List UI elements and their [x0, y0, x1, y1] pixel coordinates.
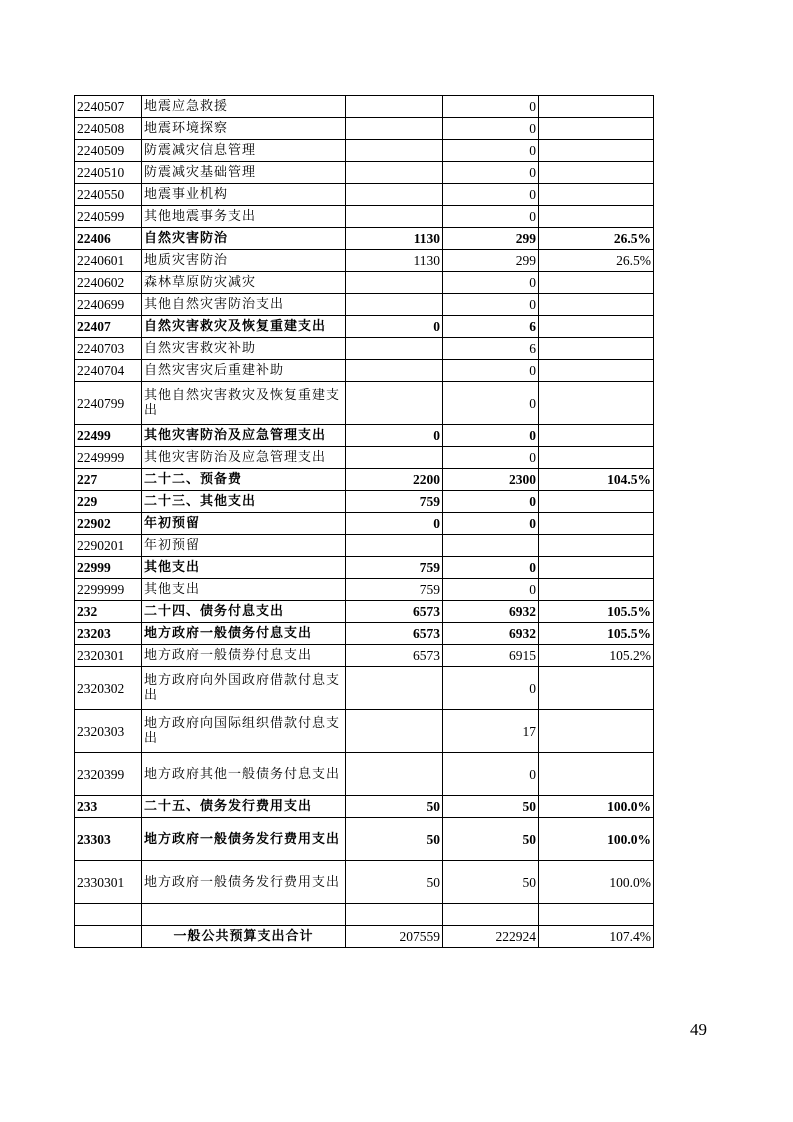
- percent-cell: 100.0%: [539, 796, 654, 818]
- actual-cell: 6: [443, 316, 539, 338]
- code-cell: 2320301: [75, 645, 142, 667]
- table-row: [75, 645, 654, 667]
- actual-cell: 0: [443, 140, 539, 162]
- actual-cell: 299: [443, 228, 539, 250]
- name-cell: 地方政府向国际组织借款付息支出: [142, 710, 346, 753]
- table-row: [75, 710, 654, 753]
- table-row: [75, 469, 654, 491]
- percent-cell: [539, 535, 654, 557]
- percent-cell: [539, 338, 654, 360]
- table-row: [75, 96, 654, 118]
- percent-cell: 26.5%: [539, 228, 654, 250]
- percent-cell: 100.0%: [539, 818, 654, 861]
- name-cell: 其他支出: [142, 579, 346, 601]
- actual-cell: 0: [443, 491, 539, 513]
- page-number: 49: [690, 1020, 707, 1039]
- percent-cell: 105.5%: [539, 601, 654, 623]
- budget-cell: 6573: [346, 645, 443, 667]
- actual-cell: 0: [443, 162, 539, 184]
- code-cell: 22999: [75, 557, 142, 579]
- percent-cell: 105.5%: [539, 623, 654, 645]
- name-cell: 地方政府一般债务付息支出: [142, 623, 346, 645]
- name-cell: 年初预留: [142, 535, 346, 557]
- table-row: [75, 535, 654, 557]
- budget-cell: 50: [346, 818, 443, 861]
- code-cell: 2240704: [75, 360, 142, 382]
- table-row: [75, 753, 654, 796]
- percent-cell: 26.5%: [539, 250, 654, 272]
- code-cell: 2240550: [75, 184, 142, 206]
- budget-cell: 50: [346, 861, 443, 904]
- name-cell: 其他自然灾害救灾及恢复重建支出: [142, 382, 346, 425]
- code-cell: 2320303: [75, 710, 142, 753]
- budget-cell: 759: [346, 579, 443, 601]
- total-actual-cell: 222924: [443, 926, 539, 948]
- percent-cell: [539, 513, 654, 535]
- code-cell: 22902: [75, 513, 142, 535]
- budget-expenditure-table: [74, 95, 654, 948]
- table-row: [75, 818, 654, 861]
- percent-cell: [539, 96, 654, 118]
- name-cell: 二十三、其他支出: [142, 491, 346, 513]
- actual-cell: 0: [443, 513, 539, 535]
- budget-cell: [346, 447, 443, 469]
- name-cell: 二十二、预备费: [142, 469, 346, 491]
- name-cell: 地方政府一般债务发行费用支出: [142, 818, 346, 861]
- budget-cell: [346, 667, 443, 710]
- percent-cell: [539, 162, 654, 184]
- actual-cell: 0: [443, 425, 539, 447]
- code-cell: 22499: [75, 425, 142, 447]
- actual-cell: 0: [443, 206, 539, 228]
- table-row: [75, 796, 654, 818]
- actual-cell: [443, 904, 539, 926]
- code-cell: [75, 904, 142, 926]
- percent-cell: 104.5%: [539, 469, 654, 491]
- budget-cell: 0: [346, 513, 443, 535]
- budget-cell: [346, 184, 443, 206]
- actual-cell: 50: [443, 796, 539, 818]
- name-cell: 地方政府一般债务发行费用支出: [142, 861, 346, 904]
- code-cell: 227: [75, 469, 142, 491]
- actual-cell: 0: [443, 579, 539, 601]
- name-cell: 其他支出: [142, 557, 346, 579]
- percent-cell: [539, 294, 654, 316]
- code-cell: 2240509: [75, 140, 142, 162]
- budget-cell: [346, 753, 443, 796]
- percent-cell: [539, 447, 654, 469]
- budget-cell: [346, 206, 443, 228]
- budget-cell: 0: [346, 425, 443, 447]
- table-row: [75, 206, 654, 228]
- name-cell: 地方政府向外国政府借款付息支出: [142, 667, 346, 710]
- actual-cell: 6932: [443, 623, 539, 645]
- table-row: [75, 623, 654, 645]
- percent-cell: 100.0%: [539, 861, 654, 904]
- budget-cell: [346, 338, 443, 360]
- name-cell: 其他灾害防治及应急管理支出: [142, 425, 346, 447]
- code-cell: 2240599: [75, 206, 142, 228]
- percent-cell: [539, 184, 654, 206]
- actual-cell: 0: [443, 118, 539, 140]
- percent-cell: [539, 904, 654, 926]
- actual-cell: [443, 535, 539, 557]
- actual-cell: 0: [443, 272, 539, 294]
- code-cell: 233: [75, 796, 142, 818]
- name-cell: 自然灾害救灾及恢复重建支出: [142, 316, 346, 338]
- budget-cell: 6573: [346, 623, 443, 645]
- actual-cell: 0: [443, 294, 539, 316]
- budget-cell: [346, 294, 443, 316]
- name-cell: 地方政府其他一般债务付息支出: [142, 753, 346, 796]
- table-row: [75, 557, 654, 579]
- budget-cell: [346, 140, 443, 162]
- percent-cell: [539, 360, 654, 382]
- table-row: [75, 904, 654, 926]
- table-row: [75, 601, 654, 623]
- actual-cell: 0: [443, 184, 539, 206]
- code-cell: 232: [75, 601, 142, 623]
- name-cell: 其他地震事务支出: [142, 206, 346, 228]
- actual-cell: 6: [443, 338, 539, 360]
- code-cell: 2240703: [75, 338, 142, 360]
- total-percent-cell: 107.4%: [539, 926, 654, 948]
- code-cell: 2240507: [75, 96, 142, 118]
- actual-cell: 50: [443, 861, 539, 904]
- name-cell: 地震应急救援: [142, 96, 346, 118]
- code-cell: 229: [75, 491, 142, 513]
- table-row: [75, 316, 654, 338]
- name-cell: 二十五、债务发行费用支出: [142, 796, 346, 818]
- percent-cell: [539, 557, 654, 579]
- table-row: [75, 118, 654, 140]
- name-cell: 防震减灾基础管理: [142, 162, 346, 184]
- percent-cell: [539, 272, 654, 294]
- total-code-cell: [75, 926, 142, 948]
- budget-cell: [346, 162, 443, 184]
- name-cell: 自然灾害灾后重建补助: [142, 360, 346, 382]
- name-cell: 二十四、债务付息支出: [142, 601, 346, 623]
- table-row: [75, 228, 654, 250]
- code-cell: 2240602: [75, 272, 142, 294]
- actual-cell: 17: [443, 710, 539, 753]
- total-row: [75, 926, 654, 948]
- table-row: [75, 140, 654, 162]
- budget-cell: [346, 710, 443, 753]
- name-cell: 地震事业机构: [142, 184, 346, 206]
- table-row: [75, 491, 654, 513]
- percent-cell: [539, 710, 654, 753]
- code-cell: 2240799: [75, 382, 142, 425]
- name-cell: 自然灾害防治: [142, 228, 346, 250]
- percent-cell: [539, 316, 654, 338]
- table-row: [75, 360, 654, 382]
- percent-cell: 105.2%: [539, 645, 654, 667]
- table-row: [75, 338, 654, 360]
- name-cell: [142, 904, 346, 926]
- budget-cell: 2200: [346, 469, 443, 491]
- code-cell: 2240508: [75, 118, 142, 140]
- name-cell: 自然灾害救灾补助: [142, 338, 346, 360]
- table-row: [75, 447, 654, 469]
- name-cell: 地方政府一般债券付息支出: [142, 645, 346, 667]
- budget-cell: [346, 272, 443, 294]
- actual-cell: 0: [443, 557, 539, 579]
- percent-cell: [539, 140, 654, 162]
- actual-cell: 0: [443, 96, 539, 118]
- table-row: [75, 162, 654, 184]
- name-cell: 其他自然灾害防治支出: [142, 294, 346, 316]
- budget-cell: 0: [346, 316, 443, 338]
- percent-cell: [539, 579, 654, 601]
- budget-cell: [346, 382, 443, 425]
- actual-cell: 0: [443, 447, 539, 469]
- code-cell: 2240510: [75, 162, 142, 184]
- code-cell: 2240601: [75, 250, 142, 272]
- actual-cell: 2300: [443, 469, 539, 491]
- actual-cell: 50: [443, 818, 539, 861]
- name-cell: 地震环境探察: [142, 118, 346, 140]
- percent-cell: [539, 382, 654, 425]
- table-row: [75, 184, 654, 206]
- code-cell: 23303: [75, 818, 142, 861]
- table-row: [75, 272, 654, 294]
- table-row: [75, 667, 654, 710]
- budget-cell: [346, 360, 443, 382]
- percent-cell: [539, 753, 654, 796]
- percent-cell: [539, 206, 654, 228]
- table-row: [75, 382, 654, 425]
- actual-cell: 299: [443, 250, 539, 272]
- code-cell: 2240699: [75, 294, 142, 316]
- budget-cell: [346, 904, 443, 926]
- name-cell: 其他灾害防治及应急管理支出: [142, 447, 346, 469]
- table-row: [75, 294, 654, 316]
- code-cell: 22407: [75, 316, 142, 338]
- budget-cell: 6573: [346, 601, 443, 623]
- code-cell: 23203: [75, 623, 142, 645]
- code-cell: 2330301: [75, 861, 142, 904]
- budget-cell: [346, 96, 443, 118]
- budget-cell: 759: [346, 491, 443, 513]
- code-cell: 2299999: [75, 579, 142, 601]
- budget-cell: 1130: [346, 250, 443, 272]
- table-row: [75, 250, 654, 272]
- actual-cell: 6932: [443, 601, 539, 623]
- name-cell: 地质灾害防治: [142, 250, 346, 272]
- budget-cell: [346, 118, 443, 140]
- table-row: [75, 579, 654, 601]
- total-name-cell: 一般公共预算支出合计: [142, 926, 346, 948]
- actual-cell: 0: [443, 382, 539, 425]
- percent-cell: [539, 667, 654, 710]
- percent-cell: [539, 118, 654, 140]
- budget-cell: 1130: [346, 228, 443, 250]
- name-cell: 防震减灾信息管理: [142, 140, 346, 162]
- code-cell: 2320302: [75, 667, 142, 710]
- table-body: [75, 96, 654, 948]
- name-cell: 年初预留: [142, 513, 346, 535]
- actual-cell: 0: [443, 753, 539, 796]
- code-cell: 2249999: [75, 447, 142, 469]
- budget-cell: 50: [346, 796, 443, 818]
- actual-cell: 0: [443, 667, 539, 710]
- percent-cell: [539, 425, 654, 447]
- total-budget-cell: 207559: [346, 926, 443, 948]
- actual-cell: 0: [443, 360, 539, 382]
- table-row: [75, 513, 654, 535]
- table-row: [75, 425, 654, 447]
- code-cell: 2320399: [75, 753, 142, 796]
- budget-cell: [346, 535, 443, 557]
- table-row: [75, 861, 654, 904]
- percent-cell: [539, 491, 654, 513]
- name-cell: 森林草原防灾减灾: [142, 272, 346, 294]
- code-cell: 22406: [75, 228, 142, 250]
- actual-cell: 6915: [443, 645, 539, 667]
- budget-cell: 759: [346, 557, 443, 579]
- code-cell: 2290201: [75, 535, 142, 557]
